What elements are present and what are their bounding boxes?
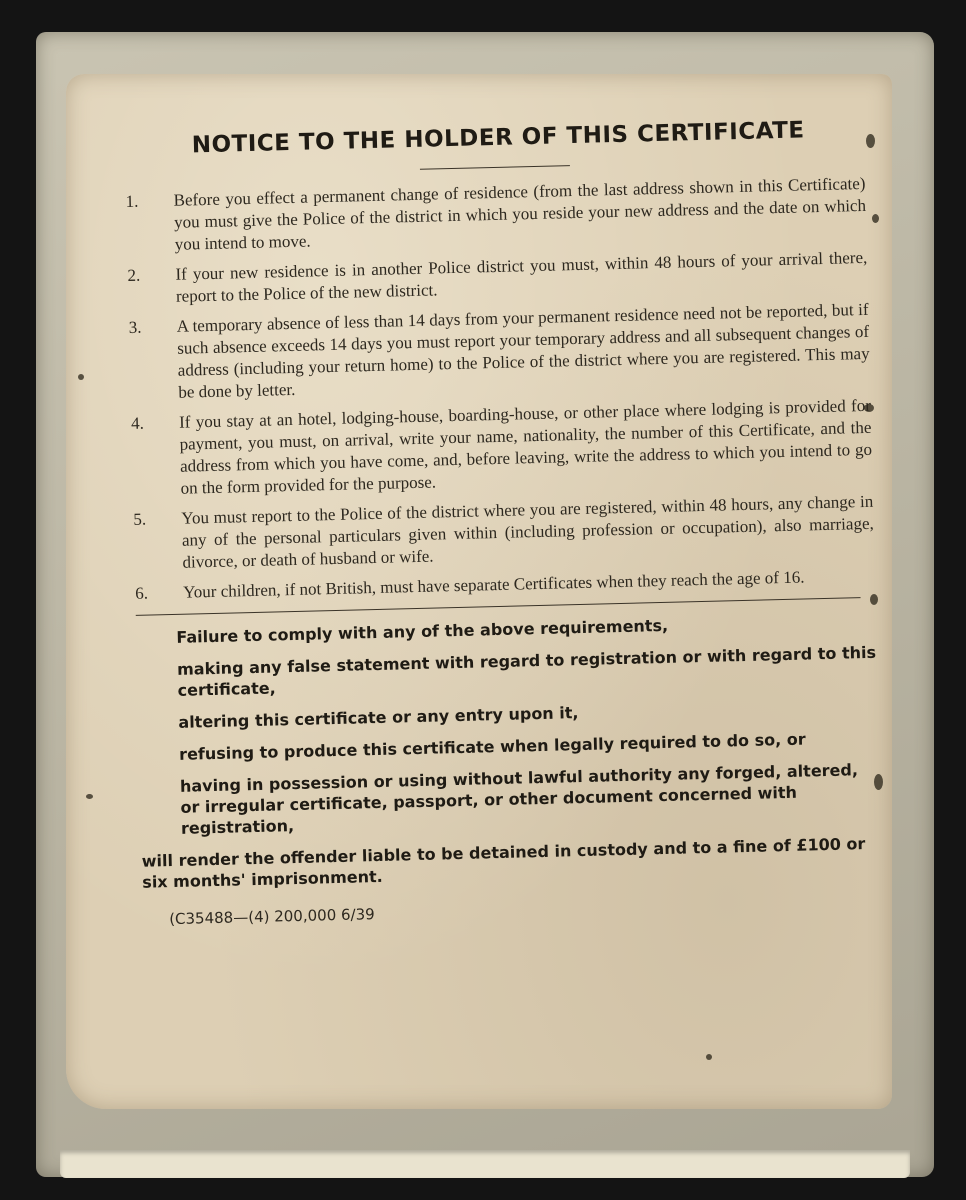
print-code: (C35488—(4) 200,000 6/39: [168, 905, 375, 929]
penalty-item: making any false statement with regard to registration or with regard to this certificate,: [176, 642, 877, 700]
notice-content: [124, 116, 883, 929]
notice-sheet: [66, 74, 892, 1109]
notice-text: You must report to the Police of the district where you are registered, within 48 hours, any change in any of the personal particulars given within (including profession or occupation), also marriage, divorce, or death of husband or wife.: [181, 491, 874, 572]
page-block-edge: [60, 1150, 910, 1178]
notice-list: [125, 173, 875, 605]
notice-number: 4.: [130, 413, 145, 433]
notice-number: 1.: [125, 191, 139, 211]
penalty-item: having in possession or using without lawful authority any forged, altered, or irregular certificate, passport, or other document concerned with registration,: [179, 760, 859, 838]
page-title: NOTICE TO THE HOLDER OF THIS CERTIFICATE: [191, 117, 805, 159]
list-item: [131, 395, 873, 501]
notice-text: Your children, if not British, must have separate Certificates when they reach the age of 16.: [182, 567, 805, 602]
penalty-list: [136, 610, 881, 840]
stain-mark: [866, 134, 875, 148]
notice-number: 3.: [128, 317, 142, 337]
penalty-item: altering this certificate or any entry upon it,: [178, 703, 579, 732]
list-item: [133, 491, 874, 575]
stain-mark: [706, 1054, 712, 1060]
stain-mark: [78, 374, 84, 380]
penalty-item: Failure to comply with any of the above requirements,: [176, 615, 669, 647]
notice-number: 5.: [133, 509, 147, 529]
stain-mark: [872, 214, 879, 223]
stain-mark: [86, 794, 93, 799]
list-item: [128, 299, 870, 405]
list-item: [125, 173, 866, 257]
penalty-conclusion: will render the offender liable to be detained in custody and to a fine of £100 or six months' imprisonment.: [141, 834, 866, 892]
notice-number: 2.: [127, 265, 141, 285]
notice-text: If your new residence is in another Police district you must, within 48 hours of your arrival there, report to the Police of the new district.: [175, 247, 868, 306]
list-item: [127, 247, 868, 309]
notice-text: Before you effect a permanent change of residence (from the last address shown in this Certificate) you must give the Police of the district in which you reside your new address and the date on which you intend to move.: [173, 173, 867, 254]
notice-text: A temporary absence of less than 14 days from your permanent residence need not be reported, but if such absence exceeds 14 days you must report your temporary address and all subsequent changes of address (including your return home) to the Police of the district where you are registered. This may be done by letter.: [176, 299, 870, 402]
notice-number: 6.: [134, 583, 149, 603]
notice-text: If you stay at an hotel, lodging-house, boarding-house, or other place where lodging is provided for payment, you must, on arrival, write your name, nationality, the number of this Certificate, and the address from which you have come, and, before leaving, write the address to which you intend to go on the form provided for the purpose.: [178, 395, 873, 498]
title-divider: [420, 165, 570, 170]
penalty-item: refusing to produce this certificate when legally required to do so, or: [178, 729, 806, 764]
